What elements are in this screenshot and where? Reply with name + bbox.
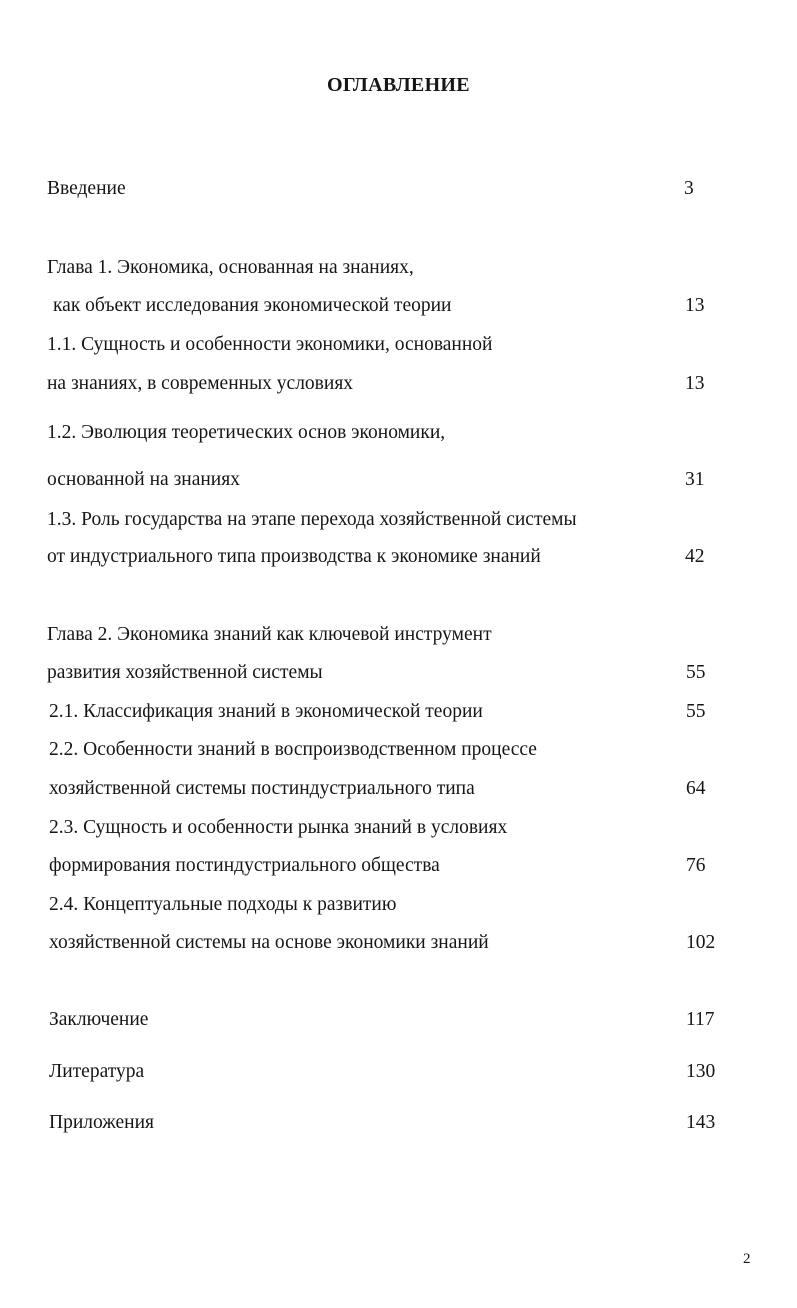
toc-section-1-2-page: 31 xyxy=(685,469,705,490)
toc-section-1-2-line2: основанной на знаниях xyxy=(47,469,240,490)
toc-section-2-4-line2: хозяйственной системы на основе экономики знаний xyxy=(49,932,489,953)
page-title: ОГЛАВЛЕНИЕ xyxy=(327,74,470,96)
toc-literature-label: Литература xyxy=(49,1061,145,1082)
toc-section-2-2-line2: хозяйственной системы постиндустриального типа xyxy=(49,778,475,799)
toc-chapter2-line2: развития хозяйственной системы xyxy=(47,662,323,683)
toc-chapter2-line1: Глава 2. Экономика знаний как ключевой инструмент xyxy=(47,624,492,645)
toc-appendices-label: Приложения xyxy=(49,1112,154,1133)
toc-chapter1-line1: Глава 1. Экономика, основанная на знаниях, xyxy=(47,257,414,278)
toc-literature-page: 130 xyxy=(686,1061,716,1082)
toc-conclusion-page: 117 xyxy=(686,1009,715,1030)
toc-section-2-1-line1: 2.1. Классификация знаний в экономической теории xyxy=(49,701,483,722)
page-number: 2 xyxy=(743,1251,751,1267)
toc-conclusion-label: Заключение xyxy=(49,1009,149,1030)
toc-intro-label: Введение xyxy=(47,178,126,199)
toc-section-2-1-page: 55 xyxy=(686,701,706,722)
toc-chapter1-line2: как объект исследования экономической теории xyxy=(53,295,452,316)
toc-section-1-2-line1: 1.2. Эволюция теоретических основ экономики, xyxy=(47,422,446,443)
toc-section-2-4-page: 102 xyxy=(686,932,716,953)
toc-section-2-2-line1: 2.2. Особенности знаний в воспроизводственном процессе xyxy=(49,739,537,760)
toc-section-1-1-line1: 1.1. Сущность и особенности экономики, основанной xyxy=(47,334,493,355)
toc-section-1-3-page: 42 xyxy=(685,546,705,567)
toc-section-2-3-line1: 2.3. Сущность и особенности рынка знаний в условиях xyxy=(49,817,508,838)
toc-chapter2-page: 55 xyxy=(686,662,706,683)
toc-section-1-1-line2: на знаниях, в современных условиях xyxy=(47,373,354,394)
toc-intro-page: 3 xyxy=(684,178,694,199)
toc-chapter1-page: 13 xyxy=(685,295,705,316)
toc-section-1-3-line1: 1.3. Роль государства на этапе перехода хозяйственной системы xyxy=(47,509,577,530)
toc-appendices-page: 143 xyxy=(686,1112,716,1133)
toc-section-2-4-line1: 2.4. Концептуальные подходы к развитию xyxy=(49,894,397,915)
toc-section-2-2-page: 64 xyxy=(686,778,706,799)
toc-section-2-3-line2: формирования постиндустриального общества xyxy=(49,855,440,876)
toc-section-2-3-page: 76 xyxy=(686,855,706,876)
toc-section-1-3-line2: от индустриального типа производства к экономике знаний xyxy=(47,546,541,567)
toc-section-1-1-page: 13 xyxy=(685,373,705,394)
